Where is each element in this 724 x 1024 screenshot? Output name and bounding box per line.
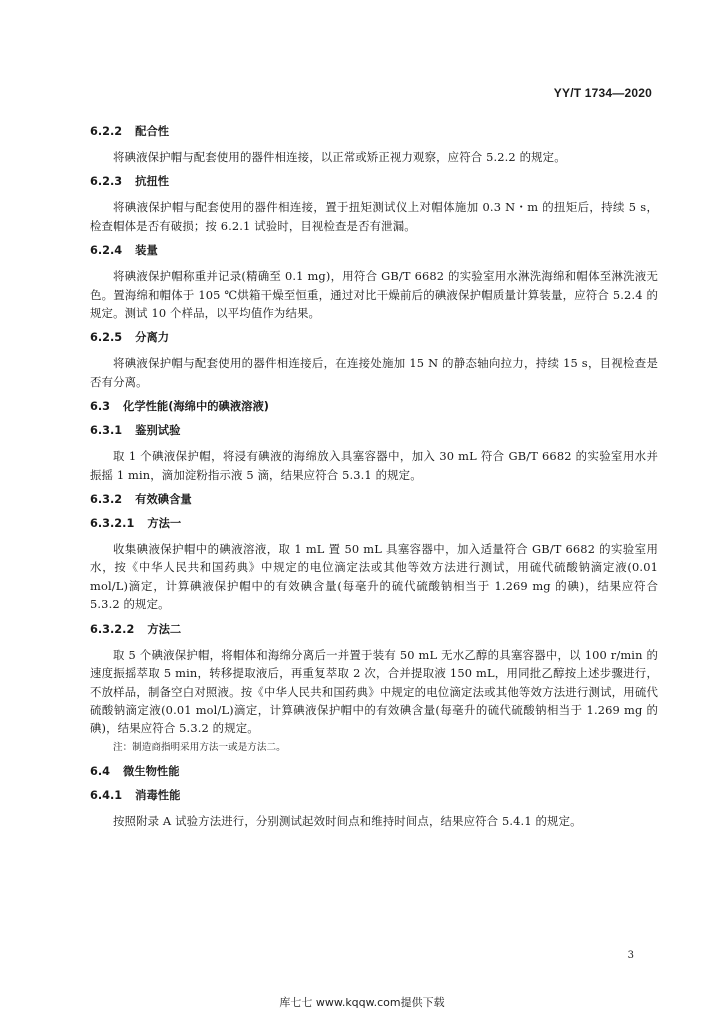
section-paragraph: 按照附录 A 试验方法进行，分别测试起效时间点和维持时间点，结果应符合 5.4.1 的规定。 <box>113 813 582 828</box>
section-paragraph: 取 1 个碘液保护帽，将浸有碘液的海绵放入具塞容器中，加入 30 mL 符合 GB/T 6682 的实验室用水并振摇 1 min，滴加淀粉指示液 5 滴，结果应符合 5.3.1 的规定。 <box>90 449 658 482</box>
section-heading: 6.3.1 鉴别试验 <box>90 424 181 438</box>
section-heading: 6.2.4 装量 <box>90 244 158 258</box>
section-paragraph: 将碘液保护帽称重并记录(精确至 0.1 mg)，用符合 GB/T 6682 的实验室用水淋洗海绵和帽体至淋洗液无色。置海绵和帽体于 105 ℃烘箱干燥至恒重，通过对比干燥前后的碘液保护帽质量计算装量，应符合 5.2.4 的规定。测试 10 个样品，以平均值作为结果。 <box>90 269 658 321</box>
section-heading: 6.3 化学性能(海绵中的碘液溶液) <box>90 400 269 414</box>
section-note: 注：制造商指明采用方法一或是方法二。 <box>113 741 286 753</box>
section-paragraph: 收集碘液保护帽中的碘液溶液，取 1 mL 置 50 mL 具塞容器中，加入适量符合 GB/T 6682 的实验室用水，按《中华人民共和国药典》中规定的电位滴定法或其他等效方法进行测试，用硫代硫酸钠滴定液(0.01 mol/L)滴定，计算碘液保护帽中的有效碘含量(每毫升的硫代硫酸钠相当于 1.269 mg 的碘)，结果应符合 5.3.2 的规定。 <box>90 542 658 612</box>
section-heading: 6.2.5 分离力 <box>90 331 170 345</box>
section-heading: 6.4.1 消毒性能 <box>90 788 181 802</box>
section-heading: 6.2.2 配合性 <box>90 125 170 138</box>
section-paragraph: 将碘液保护帽与配套使用的器件相连接后，在连接处施加 15 N 的静态轴向拉力，持续 15 s，目视检查是否有分离。 <box>90 356 658 389</box>
section-heading: 6.2.3 抗扭性 <box>90 175 170 189</box>
section-paragraph: 将碘液保护帽与配套使用的器件相连接，置于扭矩测试仪上对帽体施加 0.3 N・m 的扭矩后，持续 5 s，检查帽体是否有破损；按 6.2.1 试验时，目视检查是否有泄漏。 <box>90 200 658 233</box>
document-body <box>90 124 658 838</box>
standard-code: YY/T 1734—2020 <box>553 86 652 100</box>
section-heading: 6.4 微生物性能 <box>90 764 180 778</box>
footer-watermark: 库七七 www.kqqw.com提供下载 <box>279 996 445 1009</box>
section-heading: 6.3.2.2 方法二 <box>90 622 182 636</box>
section-heading: 6.3.2 有效碘含量 <box>90 493 192 507</box>
section-paragraph: 取 5 个碘液保护帽，将帽体和海绵分离后一并置于装有 50 mL 无水乙醇的具塞容器中，以 100 r/min 的速度振摇萃取 5 min，转移提取液后，再重复萃取 2 次，合并提取液 150 mL，用同批乙醇按上述步骤进行，不放样品，制备空白对照液。按《中华人民共和国药典》中规定的电位滴定法或其他等效方法进行测试，用硫代硫酸钠滴定液(0.01 mol/L)滴定，计算碘液保护帽中的有效碘含量(每毫升的硫代硫酸钠相当于 1.269 mg 的碘)，结果应符合 5.3.2 的规定。 <box>90 647 658 736</box>
section-paragraph: 将碘液保护帽与配套使用的器件相连接，以正常或矫正视力观察，应符合 5.2.2 的规定。 <box>113 150 566 164</box>
section-heading: 6.3.2.1 方法一 <box>90 517 182 531</box>
page-number: 3 <box>627 950 634 961</box>
